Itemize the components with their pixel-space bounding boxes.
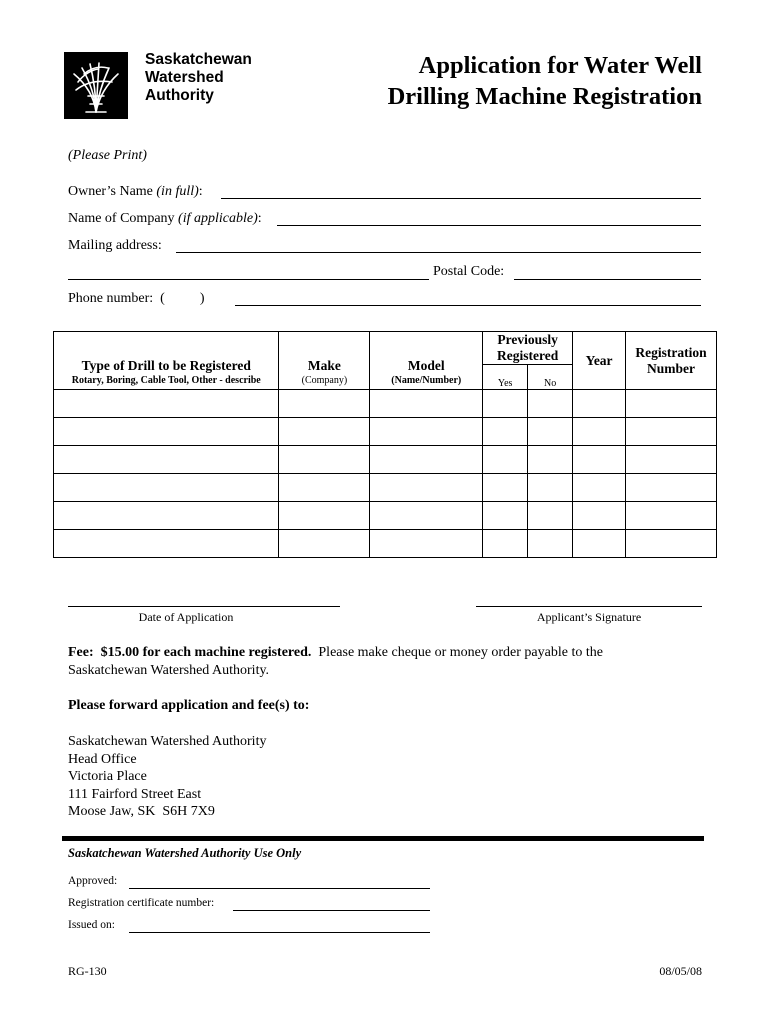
fee-paragraph: [68, 644, 708, 679]
address-line-1: Saskatchewan Watershed Authority: [68, 734, 267, 749]
header-prev-line1: Previously: [497, 332, 558, 347]
mailing-address-line2-field[interactable]: [68, 279, 429, 280]
address-line-3: Victoria Place: [68, 769, 147, 784]
fee-line-2: Saskatchewan Watershed Authority.: [68, 662, 270, 678]
registration-number-cell[interactable]: [626, 474, 717, 502]
registration-number-cell[interactable]: [626, 446, 717, 474]
registration-certificate-field[interactable]: [233, 910, 430, 911]
model-cell[interactable]: [370, 390, 483, 418]
drill-registration-table: [53, 331, 717, 558]
mailing-address-field[interactable]: [176, 252, 701, 253]
make-cell[interactable]: [279, 502, 370, 530]
model-cell[interactable]: [370, 530, 483, 558]
drill-type-cell[interactable]: [54, 530, 279, 558]
address-line-5: Moose Jaw, SK S6H 7X9: [68, 804, 215, 819]
section-divider: [62, 836, 704, 841]
header-make-label: Make: [307, 358, 341, 373]
registration-number-cell[interactable]: [626, 418, 717, 446]
table-row: [54, 418, 717, 446]
make-cell[interactable]: [279, 474, 370, 502]
model-cell[interactable]: [370, 418, 483, 446]
year-cell[interactable]: [573, 502, 626, 530]
table-row: [54, 474, 717, 502]
header-model: [370, 332, 483, 390]
fee-amount: Fee: $15.00 for each machine registered.: [68, 645, 312, 660]
header-make: [279, 332, 370, 390]
no-cell[interactable]: [528, 390, 573, 418]
org-line-2: Watershed: [145, 69, 224, 86]
year-cell[interactable]: [573, 390, 626, 418]
year-cell[interactable]: [573, 474, 626, 502]
header-prev-line2: Registered: [497, 348, 559, 363]
year-cell[interactable]: [573, 530, 626, 558]
header-yes: Yes: [483, 365, 528, 390]
phone-number-label: Phone number: ( ): [68, 291, 205, 306]
postal-code-label: Postal Code:: [433, 264, 505, 279]
company-label-text: Name of Company: [68, 211, 179, 226]
issued-on-field[interactable]: [129, 932, 430, 933]
no-cell[interactable]: [528, 502, 573, 530]
no-cell[interactable]: [528, 418, 573, 446]
yes-cell[interactable]: [483, 418, 528, 446]
registration-number-cell[interactable]: [626, 390, 717, 418]
office-use-title: Saskatchewan Watershed Authority Use Only: [68, 846, 302, 860]
header-make-sub: (Company): [301, 375, 348, 386]
fee-line-1: [68, 644, 708, 662]
approved-field[interactable]: [129, 888, 430, 889]
make-cell[interactable]: [279, 446, 370, 474]
company-label-italic: (if applicable): [178, 211, 258, 226]
header-drill-type-sub: Rotary, Boring, Cable Tool, Other - describe: [71, 375, 261, 386]
drill-type-cell[interactable]: [54, 418, 279, 446]
year-cell[interactable]: [573, 446, 626, 474]
no-cell[interactable]: [528, 446, 573, 474]
header-registration-number: [626, 332, 717, 390]
header-model-sub: (Name/Number): [391, 375, 462, 386]
drill-type-cell[interactable]: [54, 502, 279, 530]
table-row: [54, 502, 717, 530]
title-line-1: Application for Water Well: [418, 52, 702, 79]
header-drill-type: [54, 332, 279, 390]
yes-cell[interactable]: [483, 502, 528, 530]
no-cell[interactable]: [528, 530, 573, 558]
form-title: [388, 50, 702, 112]
date-of-application-field[interactable]: [68, 606, 340, 607]
form-code: RG-130: [68, 964, 107, 978]
wheat-sheaf-icon: [64, 52, 128, 119]
owner-label-text: Owner’s Name: [68, 184, 157, 199]
fee-instructions: Please make cheque or money order payable to the: [311, 645, 603, 660]
header-reg-line2: Number: [647, 360, 696, 376]
registration-number-cell[interactable]: [626, 502, 717, 530]
header-model-label: Model: [407, 358, 445, 373]
organization-name: [145, 51, 252, 105]
phone-number-field[interactable]: [235, 305, 701, 306]
header-previously-registered: [483, 332, 573, 365]
title-line-2: Drilling Machine Registration: [387, 83, 702, 110]
mailing-address-label: Mailing address:: [68, 238, 162, 253]
company-colon: :: [257, 211, 262, 226]
table-row: [54, 446, 717, 474]
drill-type-cell[interactable]: [54, 390, 279, 418]
mailing-address-block: [68, 733, 266, 821]
yes-cell[interactable]: [483, 474, 528, 502]
applicant-signature-field[interactable]: [476, 606, 702, 607]
table-row: [54, 390, 717, 418]
date-of-application-label: Date of Application: [138, 610, 234, 624]
form-date: 08/05/08: [659, 964, 702, 978]
org-line-1: Saskatchewan: [145, 51, 252, 68]
drill-type-cell[interactable]: [54, 446, 279, 474]
model-cell[interactable]: [370, 446, 483, 474]
company-name-label: [68, 211, 262, 229]
header-drill-type-label: Type of Drill to be Registered: [81, 358, 251, 373]
wheat-sheaf-logo: [64, 52, 128, 119]
model-cell[interactable]: [370, 502, 483, 530]
approved-label: Approved:: [68, 875, 118, 887]
registration-certificate-label: Registration certificate number:: [68, 897, 215, 909]
org-line-3: Authority: [145, 87, 214, 104]
applicant-signature-label: Applicant’s Signature: [536, 610, 642, 624]
address-line-4: 111 Fairford Street East: [68, 786, 202, 802]
address-line-2: Head Office: [68, 751, 137, 767]
yes-cell[interactable]: [483, 446, 528, 474]
postal-code-field[interactable]: [514, 279, 701, 280]
drill-type-cell[interactable]: [54, 474, 279, 502]
year-cell[interactable]: [573, 418, 626, 446]
make-cell[interactable]: [279, 530, 370, 558]
header-reg-line1: Registration: [635, 344, 707, 360]
header-year: Year: [573, 332, 626, 390]
table-row: [54, 530, 717, 558]
owner-name-field[interactable]: [221, 198, 701, 199]
owner-colon: :: [198, 184, 203, 199]
no-cell[interactable]: [528, 474, 573, 502]
please-print-note: (Please Print): [68, 148, 147, 163]
model-cell[interactable]: [370, 474, 483, 502]
yes-cell[interactable]: [483, 390, 528, 418]
yes-cell[interactable]: [483, 530, 528, 558]
forward-heading: Please forward application and fee(s) to:: [68, 698, 310, 713]
make-cell[interactable]: [279, 418, 370, 446]
make-cell[interactable]: [279, 390, 370, 418]
registration-number-cell[interactable]: [626, 530, 717, 558]
owner-label-italic: (in full): [156, 184, 199, 199]
issued-on-label: Issued on:: [68, 919, 115, 931]
header-no: No: [528, 365, 573, 390]
company-name-field[interactable]: [277, 225, 701, 226]
owner-name-label: [68, 184, 203, 202]
